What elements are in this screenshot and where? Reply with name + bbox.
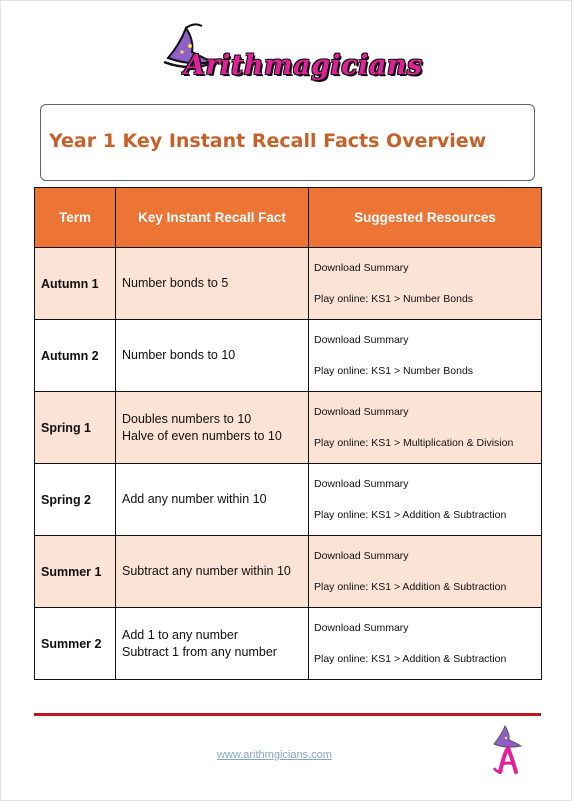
page-title: Year 1 Key Instant Recall Facts Overview <box>49 130 487 152</box>
play-online-link[interactable]: Play online: KS1 > Addition & Subtraction <box>314 509 507 521</box>
play-online-link[interactable]: Play online: KS1 > Number Bonds <box>314 365 474 377</box>
fact-cell <box>116 248 309 320</box>
table-row <box>35 320 542 392</box>
term-cell: Summer 2 <box>35 608 116 680</box>
term-cell: Autumn 1 <box>35 248 116 320</box>
download-summary-link[interactable]: Download Summary <box>314 478 409 490</box>
header-resources: Suggested Resources <box>309 188 542 248</box>
term-cell: Spring 1 <box>35 392 116 464</box>
download-summary-link[interactable]: Download Summary <box>314 262 409 274</box>
fact-line: Halve of even numbers to 10 <box>122 428 282 443</box>
play-online-link[interactable]: Play online: KS1 > Number Bonds <box>314 293 474 305</box>
term-cell: Autumn 2 <box>35 320 116 392</box>
fact-line: Subtract any number within 10 <box>122 564 291 578</box>
play-online-link[interactable]: Play online: KS1 > Addition & Subtraction <box>314 581 507 593</box>
header-fact: Key Instant Recall Fact <box>116 188 309 248</box>
play-online-link[interactable]: Play online: KS1 > Addition & Subtraction <box>314 653 507 665</box>
resources-cell <box>309 392 542 464</box>
title-box <box>40 104 535 181</box>
logo-text: Arithmagicians <box>184 50 423 81</box>
table-row <box>35 392 542 464</box>
term-cell: Spring 2 <box>35 464 116 536</box>
term-cell: Summer 1 <box>35 536 116 608</box>
play-online-link[interactable]: Play online: KS1 > Multiplication & Division <box>314 437 514 449</box>
fact-line: Subtract 1 from any number <box>122 644 277 659</box>
download-summary-link[interactable]: Download Summary <box>314 334 409 346</box>
fact-line: Number bonds to 10 <box>122 348 236 362</box>
footer-divider <box>34 713 541 716</box>
resources-cell <box>309 320 542 392</box>
download-summary-link[interactable]: Download Summary <box>314 406 409 418</box>
fact-cell <box>116 536 309 608</box>
fact-line: Add 1 to any number <box>122 627 239 642</box>
header-term: Term <box>35 188 116 248</box>
fact-cell <box>116 464 309 536</box>
table-header-row <box>35 188 542 248</box>
resources-cell <box>309 536 542 608</box>
download-summary-link[interactable]: Download Summary <box>314 550 409 562</box>
fact-cell <box>116 392 309 464</box>
table-row <box>35 464 542 536</box>
resources-cell <box>309 464 542 536</box>
table-row <box>35 536 542 608</box>
website-link[interactable]: www.arithmgicians.com <box>217 749 332 761</box>
resources-cell <box>309 248 542 320</box>
fact-cell <box>116 320 309 392</box>
logo <box>160 22 423 88</box>
table-row <box>35 608 542 680</box>
fact-cell <box>116 608 309 680</box>
fact-line: Number bonds to 5 <box>122 276 229 290</box>
table-row <box>35 248 542 320</box>
wizard-a-icon <box>488 724 528 776</box>
fact-line: Doubles numbers to 10 <box>122 411 252 426</box>
fact-line: Add any number within 10 <box>122 492 267 506</box>
recall-facts-table <box>34 187 542 680</box>
resources-cell <box>309 608 542 680</box>
download-summary-link[interactable]: Download Summary <box>314 622 409 634</box>
